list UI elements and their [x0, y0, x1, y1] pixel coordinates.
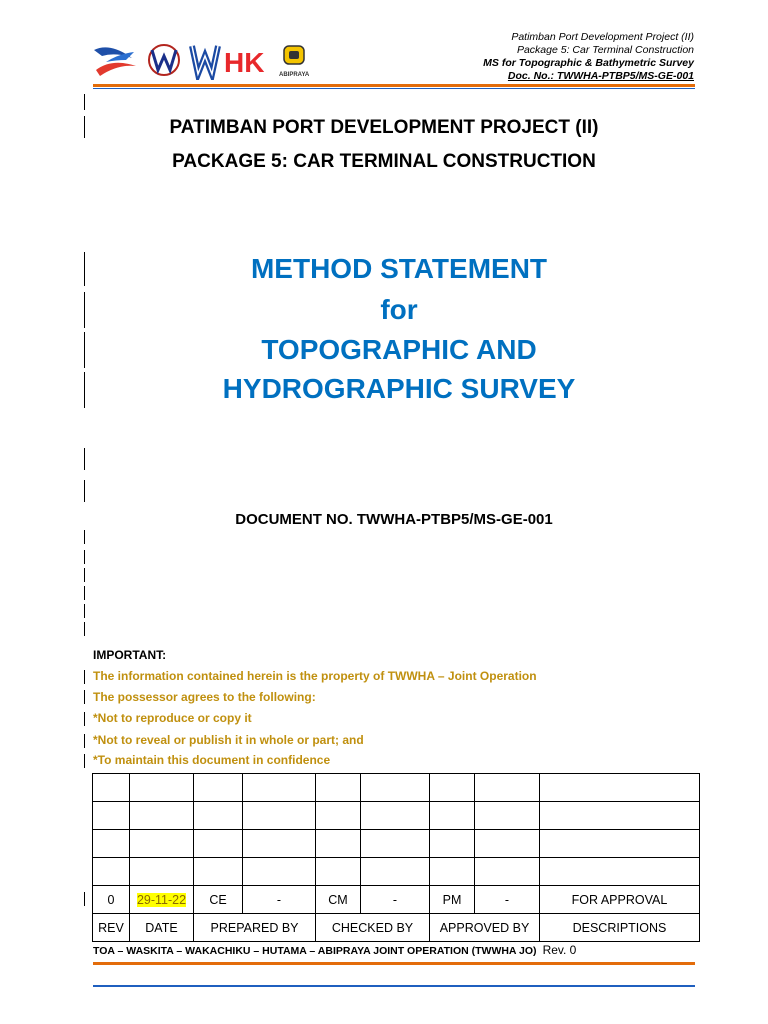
- statement-line-3: TOPOGRAPHIC AND: [261, 334, 537, 365]
- header-descriptions: DESCRIPTIONS: [540, 914, 700, 942]
- date-value: [130, 886, 194, 914]
- change-bar: [84, 94, 85, 110]
- header-date: DATE: [130, 914, 194, 942]
- statement-line-2: for: [380, 294, 418, 325]
- header-project: Patimban Port Development Project (II): [511, 31, 694, 43]
- important-line: *To maintain this document in confidence: [93, 753, 331, 767]
- important-line: *Not to reveal or publish it in whole or part; and: [93, 733, 364, 747]
- header-approved: APPROVED BY: [430, 914, 540, 942]
- change-bar: [84, 892, 85, 906]
- checked-sign: -: [361, 886, 430, 914]
- important-line: *Not to reproduce or copy it: [93, 711, 252, 725]
- change-bar: [84, 622, 85, 636]
- footer-rule-orange: [93, 962, 695, 965]
- change-bar: [84, 690, 85, 704]
- revision-row: [93, 886, 700, 914]
- footer-text: TOA – WASKITA – WAKACHIKU – HUTAMA – ABIPRAYA JOINT OPERATION (TWWHA JO): [93, 945, 537, 957]
- header-ms-title: MS for Topographic & Bathymetric Survey: [483, 57, 694, 69]
- project-title: PATIMBAN PORT DEVELOPMENT PROJECT (II): [169, 117, 599, 138]
- statement-line-4: HYDROGRAPHIC SURVEY: [222, 373, 576, 404]
- change-bar: [84, 480, 85, 502]
- document-number: DOCUMENT NO. TWWHA-PTBP5/MS-GE-001: [235, 511, 553, 528]
- approved-sign: -: [475, 886, 540, 914]
- approved-value: PM: [430, 886, 475, 914]
- header-rule-blue: [93, 88, 695, 89]
- header-prepared: PREPARED BY: [194, 914, 316, 942]
- company-logos: [92, 40, 324, 80]
- change-bar: [84, 530, 85, 544]
- header-rule-orange: [93, 84, 695, 87]
- table-row: [93, 858, 700, 886]
- w-circle-logo: [149, 45, 179, 75]
- footer-rule-blue: [93, 985, 695, 987]
- rev-value: 0: [93, 886, 130, 914]
- checked-value: CM: [316, 886, 361, 914]
- table-row: [93, 774, 700, 802]
- important-heading: IMPORTANT:: [93, 648, 167, 662]
- table-row: [93, 830, 700, 858]
- header-info: [483, 31, 694, 83]
- header-package: Package 5: Car Terminal Construction: [516, 44, 694, 56]
- change-bar: [84, 754, 85, 768]
- change-bar: [84, 448, 85, 470]
- change-bar: [84, 670, 85, 684]
- table-header-row: [93, 914, 700, 942]
- change-bar: [84, 586, 85, 600]
- hk-logo-text: HK: [224, 47, 265, 78]
- change-bar: [84, 734, 85, 748]
- header-logos: [92, 40, 324, 80]
- w-stripes-logo: [192, 46, 218, 74]
- description-value: FOR APPROVAL: [540, 886, 700, 914]
- important-line: The possessor agrees to the following:: [93, 690, 316, 704]
- footer: [93, 943, 576, 957]
- header-checked: CHECKED BY: [316, 914, 430, 942]
- prepared-value: CE: [194, 886, 243, 914]
- package-title: PACKAGE 5: CAR TERMINAL CONSTRUCTION: [172, 151, 596, 172]
- abipraya-logo: [279, 46, 310, 78]
- table-row: [93, 802, 700, 830]
- important-line: The information contained herein is the property of TWWHA – Joint Operation: [93, 669, 537, 683]
- change-bar: [84, 550, 85, 564]
- revision-table: [92, 773, 700, 942]
- header-doc-no: Doc. No.: TWWHA-PTBP5/MS-GE-001: [507, 70, 694, 82]
- bird-swoosh-logo: [94, 47, 136, 76]
- date-highlight: 29-11-22: [136, 892, 187, 907]
- prepared-sign: -: [243, 886, 316, 914]
- footer-rev: Rev. 0: [542, 943, 577, 957]
- change-bar: [84, 604, 85, 618]
- change-bar: [84, 712, 85, 726]
- header-rev: REV: [93, 914, 130, 942]
- statement-line-1: METHOD STATEMENT: [250, 253, 548, 284]
- change-bar: [84, 568, 85, 582]
- abipraya-logo-text: ABIPRAYA: [279, 72, 310, 78]
